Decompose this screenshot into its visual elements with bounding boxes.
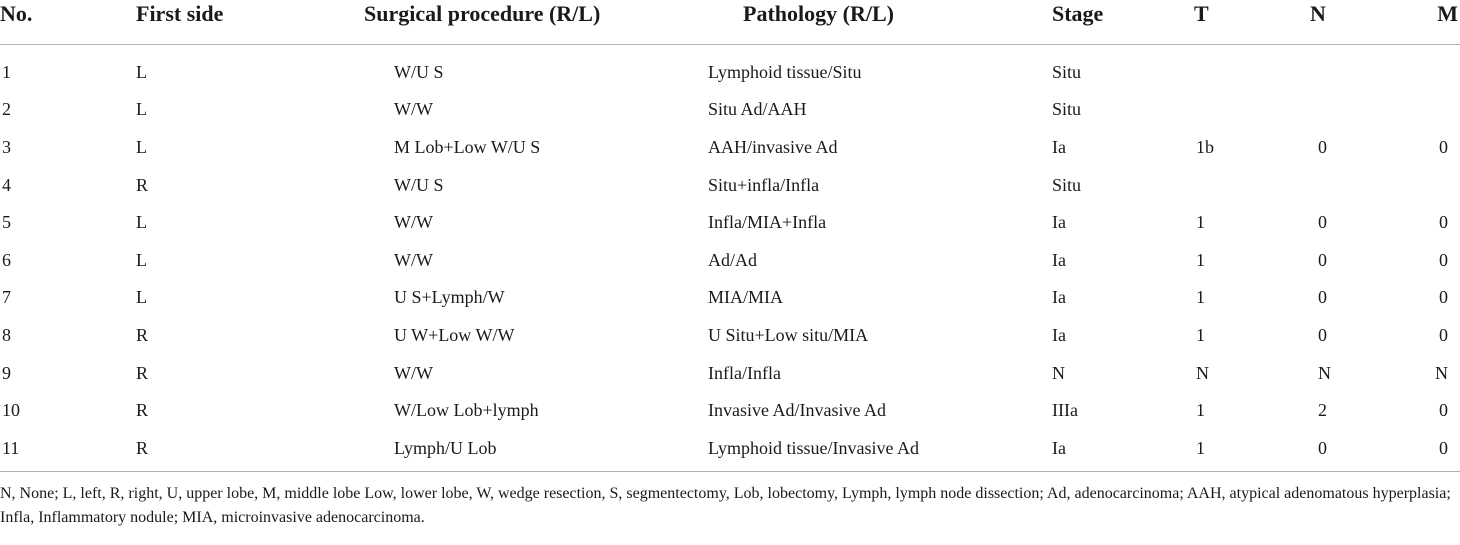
cell-surgical-procedure: W/W <box>394 99 433 120</box>
cell-pathology: Situ Ad/AAH <box>708 99 807 120</box>
cell-first-side: L <box>136 249 147 270</box>
cell-stage: Ia <box>1052 249 1066 270</box>
cell-m <box>1382 91 1460 129</box>
cell-m: 0 <box>1439 324 1448 345</box>
cell-pathology: U Situ+Low situ/MIA <box>708 324 869 345</box>
cell-first-side: L <box>136 99 147 120</box>
header-first-side: First side <box>136 0 364 45</box>
table-row <box>0 128 1460 166</box>
cell-first-side: L <box>136 61 147 82</box>
cell-n <box>1266 91 1382 129</box>
cell-m: 0 <box>1439 136 1448 157</box>
table-row <box>0 429 1460 471</box>
cell-m: N <box>1435 362 1448 383</box>
header-m: M <box>1382 0 1460 45</box>
cell-no: 7 <box>2 287 11 308</box>
cell-first-side: L <box>136 136 147 157</box>
cell-surgical-procedure: W/W <box>394 362 433 383</box>
cell-pathology: Infla/MIA+Infla <box>708 212 827 233</box>
cell-n: 0 <box>1266 429 1382 471</box>
cell-no: 4 <box>2 174 11 195</box>
cell-stage: Ia <box>1052 136 1066 157</box>
cell-no: 8 <box>2 324 11 345</box>
cell-first-side: R <box>136 174 149 195</box>
cell-no: 3 <box>2 136 11 157</box>
cell-pathology: Lymphoid tissue/Situ <box>708 61 862 82</box>
cell-pathology: Infla/Infla <box>708 362 781 383</box>
cell-no: 5 <box>2 212 11 233</box>
cell-n <box>1266 45 1382 91</box>
table-row <box>0 354 1460 392</box>
header-stage: Stage <box>1044 0 1150 45</box>
cell-surgical-procedure: W/Low Lob+lymph <box>394 400 539 421</box>
cell-m <box>1382 45 1460 91</box>
cell-surgical-procedure: Lymph/U Lob <box>364 429 698 471</box>
cell-pathology: Ad/Ad <box>708 249 757 270</box>
header-n: N <box>1266 0 1382 45</box>
cell-m: 0 <box>1439 212 1448 233</box>
cell-surgical-procedure: M Lob+Low W/U S <box>394 136 541 157</box>
cell-first-side: L <box>136 212 147 233</box>
header-no: No. <box>0 0 136 45</box>
header-surgical-procedure: Surgical procedure (R/L) <box>364 0 698 45</box>
table-row <box>0 391 1460 429</box>
cell-pathology: Situ+infla/Infla <box>708 174 820 195</box>
cell-m: 0 <box>1439 287 1448 308</box>
table-row <box>0 166 1460 204</box>
cell-t <box>1150 45 1266 91</box>
cell-first-side: R <box>136 429 364 471</box>
cell-stage: Situ <box>1052 61 1082 82</box>
table-header <box>0 0 1460 45</box>
cell-surgical-procedure: U S+Lymph/W <box>394 287 505 308</box>
cell-t: 1b <box>1196 136 1214 157</box>
cell-pathology: Invasive Ad/Invasive Ad <box>708 400 886 421</box>
cell-t: 1 <box>1196 249 1205 270</box>
table-row <box>0 45 1460 91</box>
cell-n: 0 <box>1318 136 1327 157</box>
cell-surgical-procedure: W/U S <box>394 174 444 195</box>
cell-surgical-procedure: W/W <box>394 249 433 270</box>
cell-m: 0 <box>1382 429 1460 471</box>
header-t: T <box>1150 0 1266 45</box>
cell-t: 1 <box>1196 287 1205 308</box>
cell-n: 2 <box>1318 400 1327 421</box>
cell-stage: IIIa <box>1052 400 1078 421</box>
table-row <box>0 203 1460 241</box>
cell-t: 1 <box>1196 400 1205 421</box>
cell-pathology: AAH/invasive Ad <box>708 136 838 157</box>
cell-stage: Ia <box>1052 212 1066 233</box>
cell-n <box>1266 166 1382 204</box>
cell-no: 11 <box>0 429 136 471</box>
cell-no: 6 <box>2 249 11 270</box>
table-row <box>0 279 1460 317</box>
cell-pathology: Lymphoid tissue/Invasive Ad <box>698 429 1044 471</box>
cell-no: 2 <box>2 99 11 120</box>
cell-n: N <box>1318 362 1331 383</box>
cell-no: 9 <box>2 362 11 383</box>
cell-t: 1 <box>1150 429 1266 471</box>
table-body <box>0 45 1460 472</box>
header-pathology: Pathology (R/L) <box>698 0 1044 45</box>
cell-m <box>1382 166 1460 204</box>
cell-t: 1 <box>1196 212 1205 233</box>
cell-stage: Ia <box>1052 324 1066 345</box>
cell-surgical-procedure: U W+Low W/W <box>394 324 515 345</box>
cell-surgical-procedure: W/U S <box>394 61 444 82</box>
cell-no: 1 <box>2 61 11 82</box>
cell-stage: N <box>1052 362 1065 383</box>
table-row <box>0 91 1460 129</box>
cell-stage: Ia <box>1052 287 1066 308</box>
cell-first-side: R <box>136 362 149 383</box>
cell-m: 0 <box>1439 249 1448 270</box>
cell-stage: Situ <box>1052 174 1082 195</box>
cell-no: 10 <box>2 400 20 421</box>
table-row <box>0 241 1460 279</box>
cell-first-side: R <box>136 324 149 345</box>
cell-stage: Situ <box>1052 99 1082 120</box>
cell-n: 0 <box>1318 212 1327 233</box>
cell-first-side: L <box>136 287 147 308</box>
cell-surgical-procedure: W/W <box>394 212 433 233</box>
cell-n: 0 <box>1318 249 1327 270</box>
cell-pathology: MIA/MIA <box>708 287 783 308</box>
cell-t: 1 <box>1196 324 1205 345</box>
cell-n: 0 <box>1318 324 1327 345</box>
header-row <box>0 0 1460 45</box>
cell-n: 0 <box>1318 287 1327 308</box>
cell-t: N <box>1196 362 1209 383</box>
cell-first-side: R <box>136 400 149 421</box>
cell-stage: Ia <box>1044 429 1150 471</box>
cell-t <box>1150 91 1266 129</box>
cell-m: 0 <box>1439 400 1448 421</box>
table-row <box>0 316 1460 354</box>
table-footnote: N, None; L, left, R, right, U, upper lobe, M, middle lobe Low, lower lobe, W, wedge resection, S, segmentectomy, Lob, lobectomy, Lymph, lymph node dissection; Ad, adenocarcinoma; AAH, atypical adenomatous hyperplasia; Infla, Inflammatory nodule; MIA, microinvasive adenocarcinoma. <box>0 485 1451 526</box>
cell-t <box>1150 166 1266 204</box>
